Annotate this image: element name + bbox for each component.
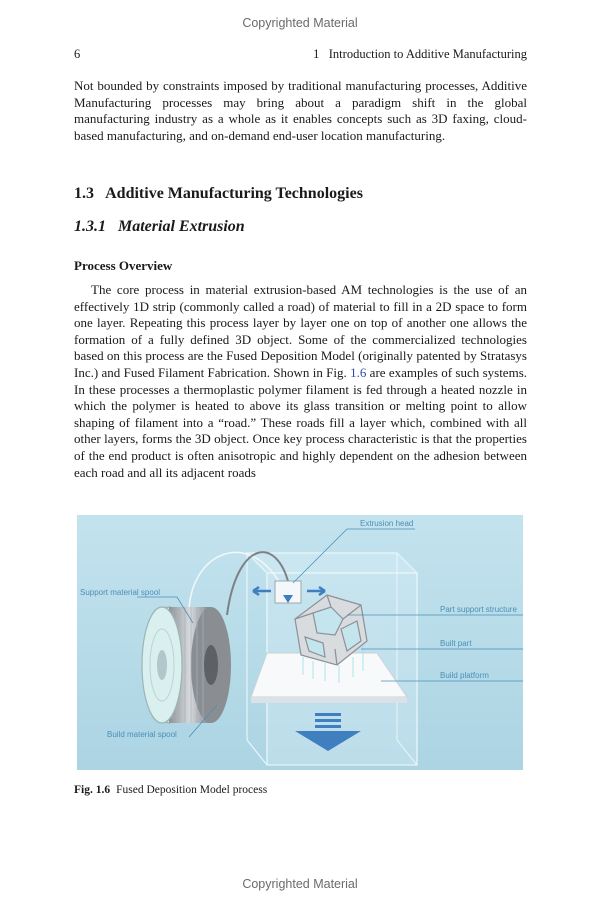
body-text-1: The core process in material extrusion-based AM technologies is the use of an effectively 1D strip (commonly called a road) of material to fill in a 2D space to form one layer. Repeating this process layer by layer one on top of another one allows the formation of a fully defined 3D object. Some of the commercialized technologies based on this process are the Fused Deposition Model (originally patented by Stratasys Inc.) and Fused Filament Fabrication. Shown in Fig. [74, 282, 527, 380]
label-extrusion-head: Extrusion head [360, 519, 414, 528]
label-support-spool: Support material spool [80, 588, 161, 597]
page-number: 6 [74, 47, 81, 61]
intro-paragraph: Not bounded by constraints imposed by traditional manufacturing processes, Additive Manufacturing processes may bring about a paradigm shift in the global manufacturing industry as a whole as it enables concepts such as 3D faxing, cloud-based manufacturing, and on-demand end-user location manufacturing. [74, 78, 527, 143]
label-part-support: Part support structure [440, 605, 517, 614]
body-paragraph [74, 282, 527, 481]
section-heading: 1.3 Additive Manufacturing Technologies [74, 185, 363, 202]
figure-caption [74, 784, 267, 796]
fdm-figure [77, 515, 523, 770]
watermark-top: Copyrighted Material [242, 16, 358, 30]
label-built-part: Built part [440, 639, 472, 648]
body-text-2: are examples of such systems. In these processes a thermoplastic polymer filament is fed through a heated nozzle in which the polymer is heated to above its glass transition or melting point to allow shaping of filament into a “road.” These roads fill a layer which, combined with all other layers, forms the 3D object. Once key process characteristic is that the properties of the end product is often anisotropic and highly dependent on the adhesion between each road and all its adjacent roads [74, 364, 528, 480]
figure-link[interactable]: 1.6 [350, 364, 367, 380]
platform-edge [251, 697, 407, 703]
watermark-bottom: Copyrighted Material [242, 877, 358, 891]
label-build-platform: Build platform [440, 671, 489, 680]
running-title: 1 Introduction to Additive Manufacturing [313, 47, 527, 61]
caption-text: Fused Deposition Model process [116, 784, 268, 796]
subsection-heading: 1.3.1 Material Extrusion [74, 218, 245, 235]
caption-label: Fig. 1.6 [74, 784, 111, 796]
label-build-spool: Build material spool [107, 730, 177, 739]
process-overview-heading: Process Overview [74, 258, 173, 273]
fdm-illustration [77, 515, 523, 770]
spool-pair [142, 607, 231, 723]
